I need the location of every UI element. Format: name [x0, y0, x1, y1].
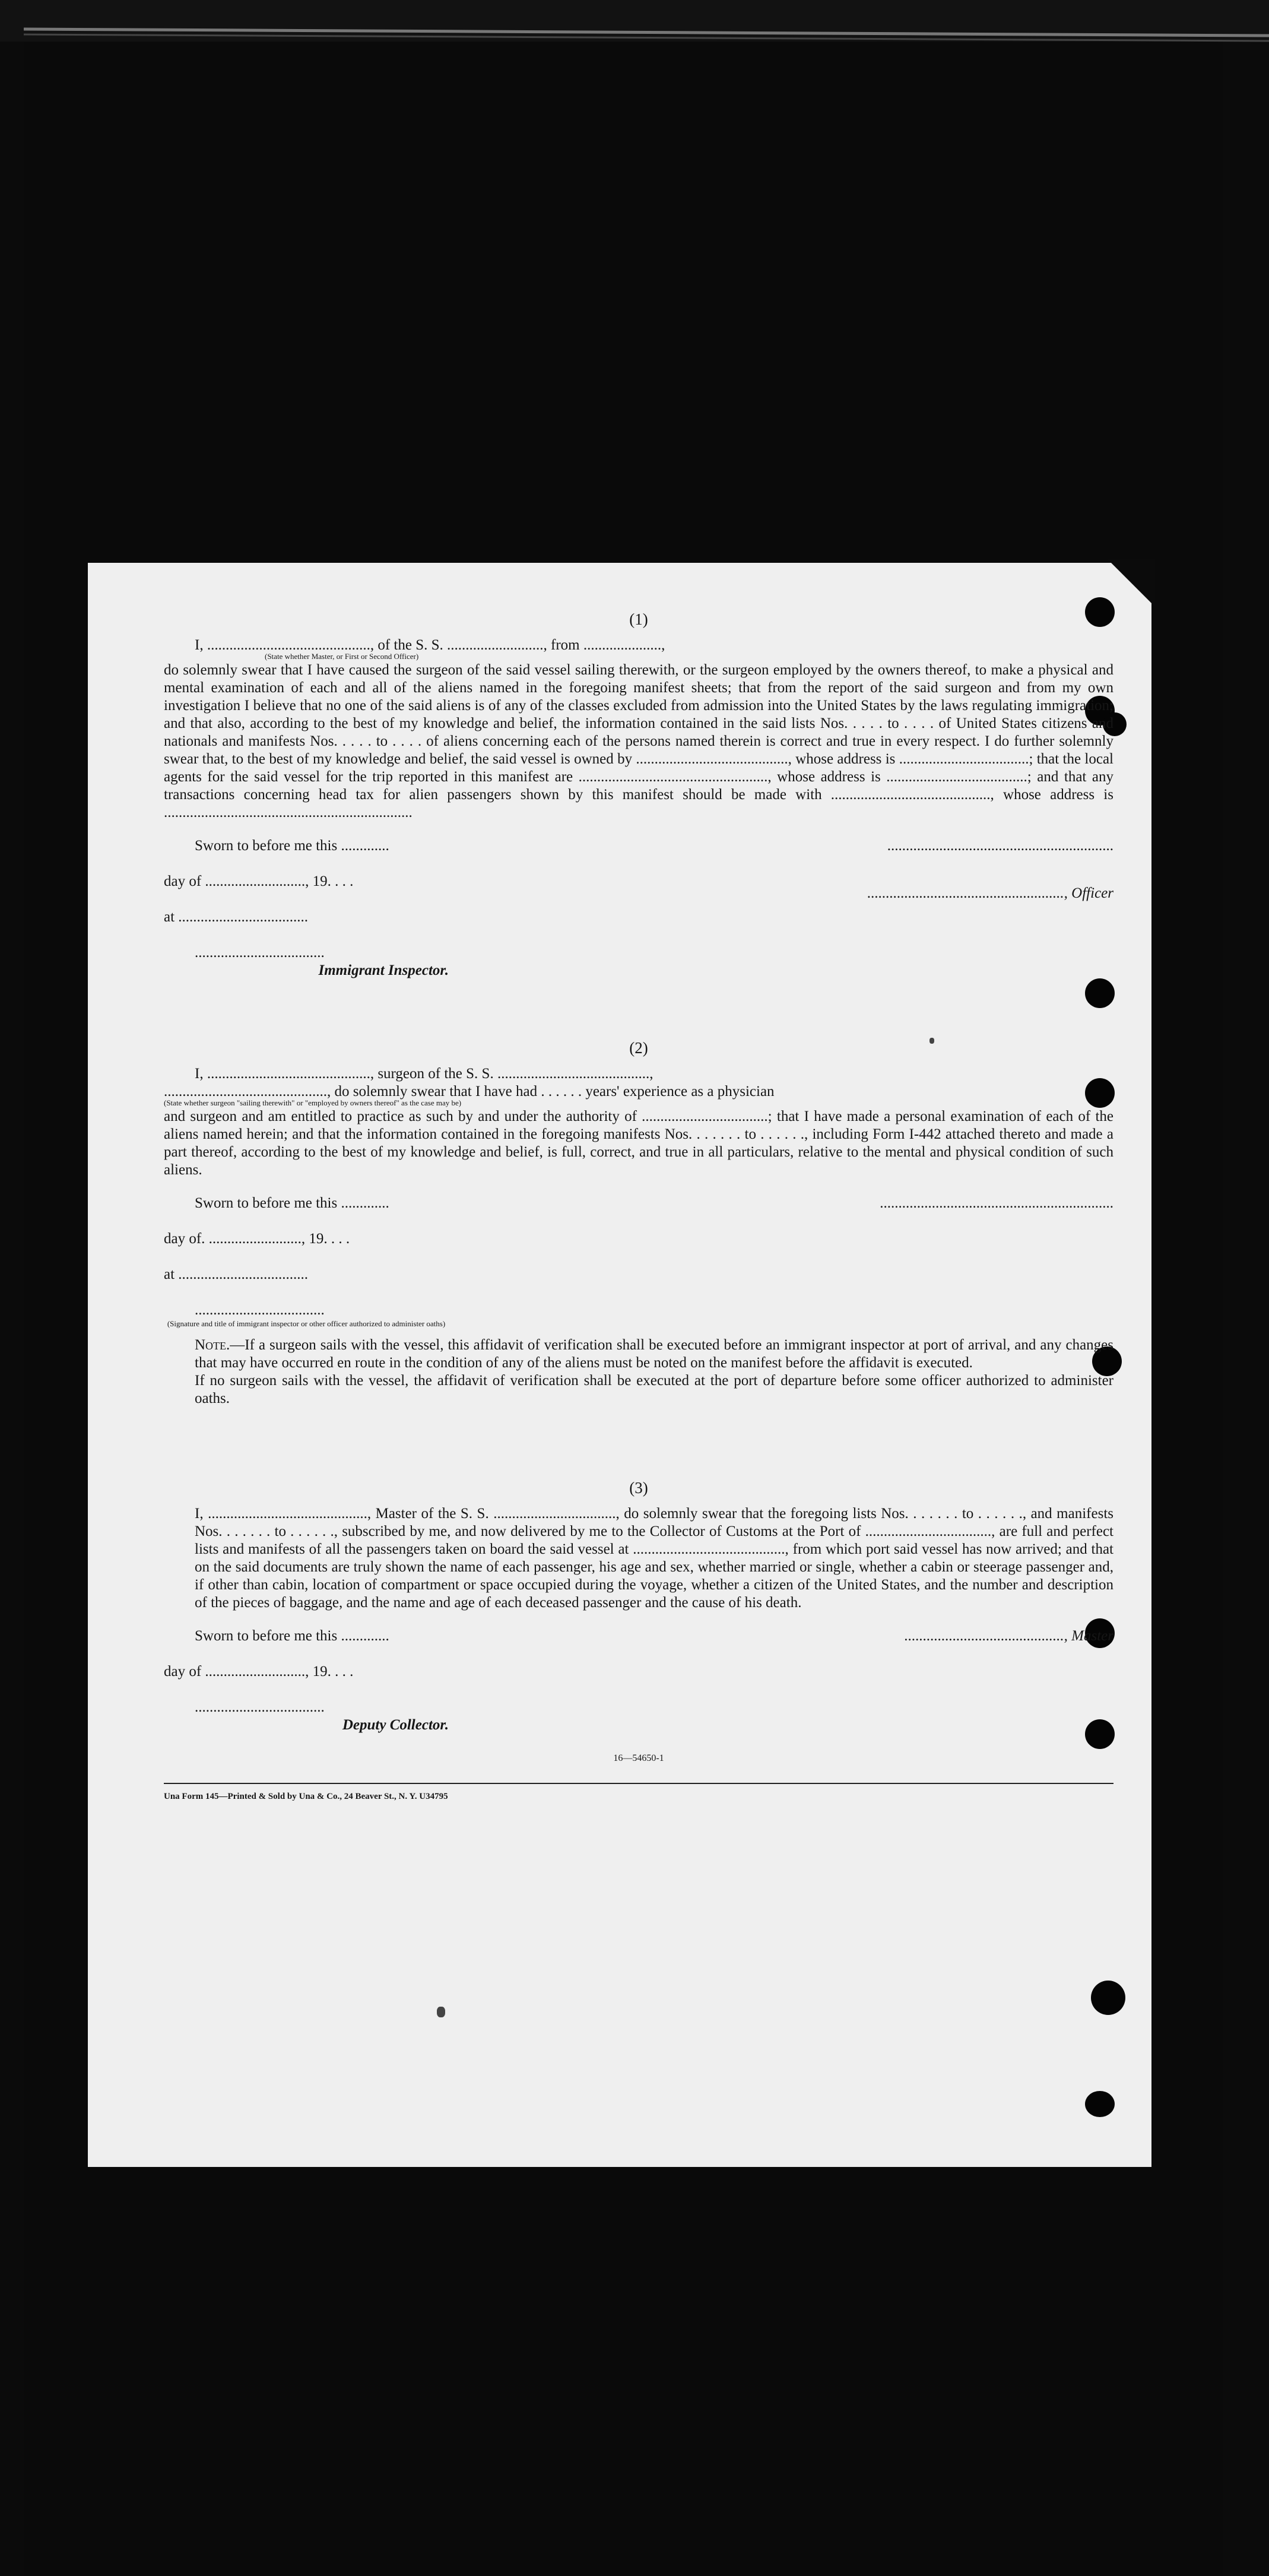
affidavit-section-3: [164, 1479, 1113, 1805]
collector-title: Deputy Collector.: [342, 1717, 449, 1733]
form-content: [164, 610, 1113, 1805]
affidavit-section-1: [164, 610, 1113, 980]
day-line: day of ..........................., 19. . . .: [164, 873, 354, 889]
section-heading: (2): [629, 1039, 648, 1057]
master-line: I, ............................................, of the S. S. .........................., from .....................,: [195, 637, 665, 653]
oath-fields: [164, 1194, 472, 1328]
signature-block-1: [164, 837, 1113, 980]
surgeon-affidavit-body: and surgeon and am entitled to practice as such by and under the authority of ..................................; that I have made a personal examination of each of the aliens named herein; and that the information contained in the foregoing manifests Nos. . . . . . . to . . . . . ., including Form I-442 attached thereto and made a part thereof, according to the best of my knowledge and belief, is full, correct, and true in all particulars, relative to the mental and physical condition of such aliens.: [164, 1108, 1113, 1178]
master-affidavit-body: do solemnly swear that I have caused the surgeon of the said vessel sailing therewith, or the surgeon employed by the owners thereof, to make a physical and mental examination of each and all of the aliens named in the foregoing manifest sheets; that from the report of the said surgeon and from my own investigation I believe that no one of the said aliens is of any of the classes excluded from admission into the United States by the laws regulating immigration; and that also, according to the best of my knowledge and belief, the information contained in the said lists Nos. . . . . to . . . . of United States citizens and nationals and manifests Nos. . . . . to . . . . of aliens concerning each of the persons named therein is correct and true in every respect. I do further solemnly swear that, to the best of my knowledge and belief, the said vessel is owned by ........................................., whose address is ...................................; that the local agents for the said vessel for the trip reported in this manifest are ..................................................., whose address is ......................................; and that any transactions concerning head tax for alien passengers shown by this manifest should be made with ..........................................., whose address is ...................................................................: [164, 662, 1113, 820]
form-number: 16—54650-1: [613, 1753, 664, 1763]
ink-speck: [929, 1038, 934, 1044]
document-page: [88, 563, 1151, 2167]
ink-smudge: [437, 2007, 445, 2017]
note-paragraph-2: If no surgeon sails with the vessel, the affidavit of verification shall be executed at the port of departure before some officer authorized to administer oaths.: [195, 1373, 1113, 1406]
punch-hole: [1091, 1981, 1125, 2015]
sworn-line: Sworn to before me this .............: [195, 1195, 389, 1211]
surgeon-instruction: (State whether surgeon "sailing therewith" or "employed by owners thereof" as the case may be): [164, 1098, 462, 1107]
inspector-title: Immigrant Inspector.: [318, 962, 449, 978]
section-heading: (1): [629, 610, 648, 628]
officer-line: .............................................................: [887, 838, 1113, 854]
signature-block-3: [164, 1627, 1113, 1734]
footer-rule: [164, 1783, 1113, 1784]
collector-affidavit-body: I, ..........................................., Master of the S. S. ................................., do solemnly swear that the foregoing lists Nos. . . . . . . to . . . . . ., and manifests Nos. . . . . . . to . . . . . ., subscribed by me, and now delivered by me to the Collector of Customs at the Port of .................................., are full and perfect lists and manifests of all the passengers taken on board the said vessel at ........................................., from which port said vessel has now arrived; and that on the said documents are truly shown the name of each passenger, his age and sex, whether married or single, whether a cabin or steerage passenger and, if other than cabin, location of compartment or space occupied during the voyage, whether a citizen of the United States, and the number and description of the pieces of baggage, and the name and age of each deceased passenger and the cause of his death.: [195, 1506, 1113, 1611]
oath-fields: [164, 837, 472, 980]
signature-block-2: [164, 1194, 1113, 1328]
punch-hole: [1085, 2091, 1115, 2117]
printer-imprint: Una Form 145—Printed & Sold by Una & Co., 24 Beaver St., N. Y. U34795: [164, 1792, 448, 1801]
signature-caption: (Signature and title of immigrant inspector or other officer authorized to administer oaths): [167, 1319, 446, 1328]
inspector-signature-line: ...................................: [195, 945, 325, 961]
officer-line: ...............................................................: [880, 1195, 1113, 1211]
note-text: —If a surgeon sails with the vessel, this affidavit of verification shall be executed before an immigrant inspector at port of arrival, and any changes that may have occurred en route in the condition of any of the aliens must be noted on the manifest before the affidavit is executed.: [195, 1337, 1113, 1371]
oath-fields: [164, 1627, 472, 1734]
affidavit-section-2: [164, 1039, 1113, 1408]
collector-signature-line: ...................................: [195, 1699, 325, 1715]
surgeon-line: I, ............................................, surgeon of the S. S. .........................................,: [195, 1066, 653, 1082]
section-heading: (3): [629, 1479, 648, 1497]
note-paragraph: [164, 1336, 1113, 1372]
sworn-line: Sworn to before me this .............: [195, 1628, 389, 1644]
officer-signature-line: ....................................................., Officer: [867, 885, 1113, 901]
inspector-signature-line: ...................................: [195, 1302, 325, 1318]
at-line: at ...................................: [164, 1266, 309, 1282]
day-line: day of. ........................., 19. . . .: [164, 1231, 350, 1247]
master-instruction: (State whether Master, or First or Second Officer): [265, 652, 419, 661]
master-fields: [734, 1627, 1113, 1645]
note-label: Note.: [195, 1337, 230, 1353]
at-line: at ...................................: [164, 909, 309, 925]
officer-fields: [734, 837, 1113, 902]
folded-corner: [1108, 559, 1155, 607]
officer-fields: [734, 1194, 1113, 1212]
day-line: day of ..........................., 19. . . .: [164, 1664, 354, 1680]
master-signature-line: ..........................................., Master: [904, 1628, 1113, 1644]
sworn-line: Sworn to before me this .............: [195, 838, 389, 854]
surgeon-experience-line: ............................................, do solemnly swear that I have had . . . . . . years' experience as a physician: [164, 1083, 775, 1100]
